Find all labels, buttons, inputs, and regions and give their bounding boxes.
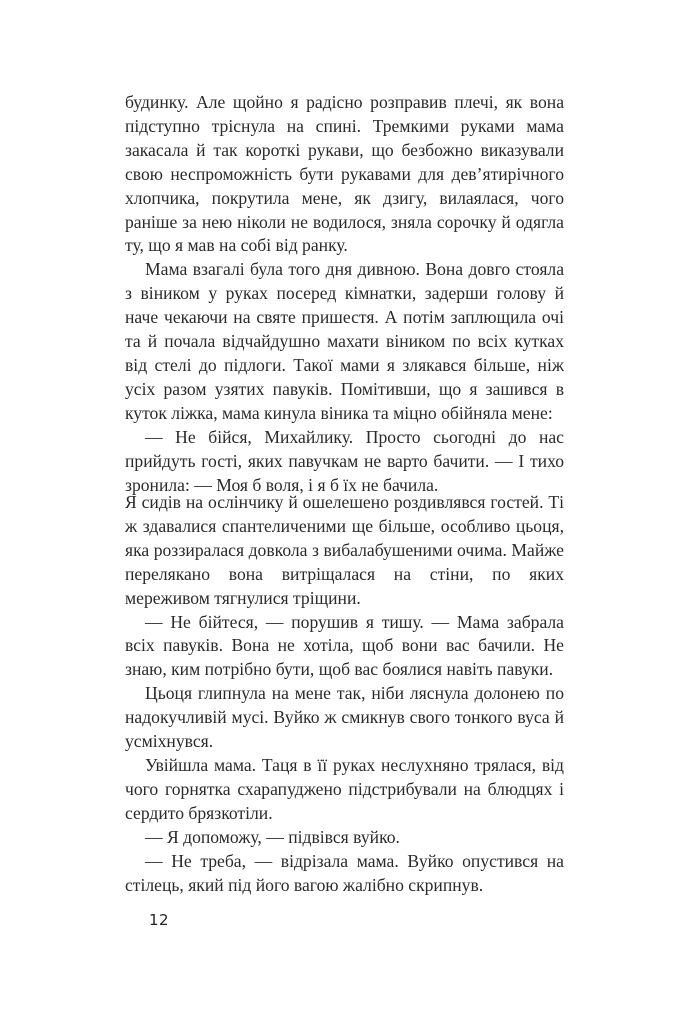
paragraph: — Я допоможу, — підвівся вуйко. xyxy=(145,826,400,847)
paragraph: — Не бійтеся, — порушив я тишу. — Мама забрала всіх павуків. Вона не хотіла, щоб вони вас бачили. Не знаю, ким потрібно бути, щоб вас боялися навіть павуки. xyxy=(125,611,564,680)
paragraph: Увійшла мама. Таця в її руках неслухняно трялася, від чого горнятка схарапуджено підстрибували на блюдцях і сердито брязкотіли. xyxy=(125,754,564,823)
paragraph: Цьоця глипнула на мене так, ніби ляснула долонею по надокучливій мусі. Вуйко ж смикнув свого тонкого вуса й усміхнувся. xyxy=(125,683,564,752)
paragraph: Мама взагалі була того дня дивною. Вона довго стояла з віником у руках посеред кімнатки, задерши голову й наче чекаючи на святе пришестя. А потім заплющила очі та й почала відчайдушно махати віником по всіх кутках від стелі до підлоги. Такої мами я злякався більше, ніж усіх разом узятих павуків. Помітивши, що я зашився в куток ліжка, мама кинула віника та міцно обійняла мене: xyxy=(125,259,564,423)
text-section-2 xyxy=(125,491,564,897)
paragraph: — Не бійся, Михайлику. Просто сьогодні до нас прийдуть гості, яких павучкам не варто бачити. — І тихо зронила: — Моя б воля, і я б їх не бачила. xyxy=(125,426,564,495)
page-number: 12 xyxy=(149,911,170,929)
paragraph: будинку. Але щойно я радісно розправив плечі, як вона підступно тріснула на спині. Тремкими руками мама закасала й так короткі рукави, що безбожно виказували свою неспроможність бути рукавами для дев’ятирічного хлопчика, покрутила мене, як дзигу, вилаялася, чого раніше за нею ніколи не водилося, зняла сорочку й одягла ту, що я мав на собі від ранку. xyxy=(125,92,564,256)
text-section-1 xyxy=(125,91,564,497)
paragraph: — Не треба, — відрізала мама. Вуйко опустився на стілець, який під його вагою жалібно скрипнув. xyxy=(125,850,564,895)
paragraph: Я сидів на ослінчику й ошелешено роздивлявся гостей. Ті ж здавалися спантеличеними ще більше, особливо цьоця, яка роззиралася довкола з вибалабушеними очима. Майже перелякано вона витріщалася на стіни, по яких мереживом тягнулися тріщини. xyxy=(125,492,564,608)
